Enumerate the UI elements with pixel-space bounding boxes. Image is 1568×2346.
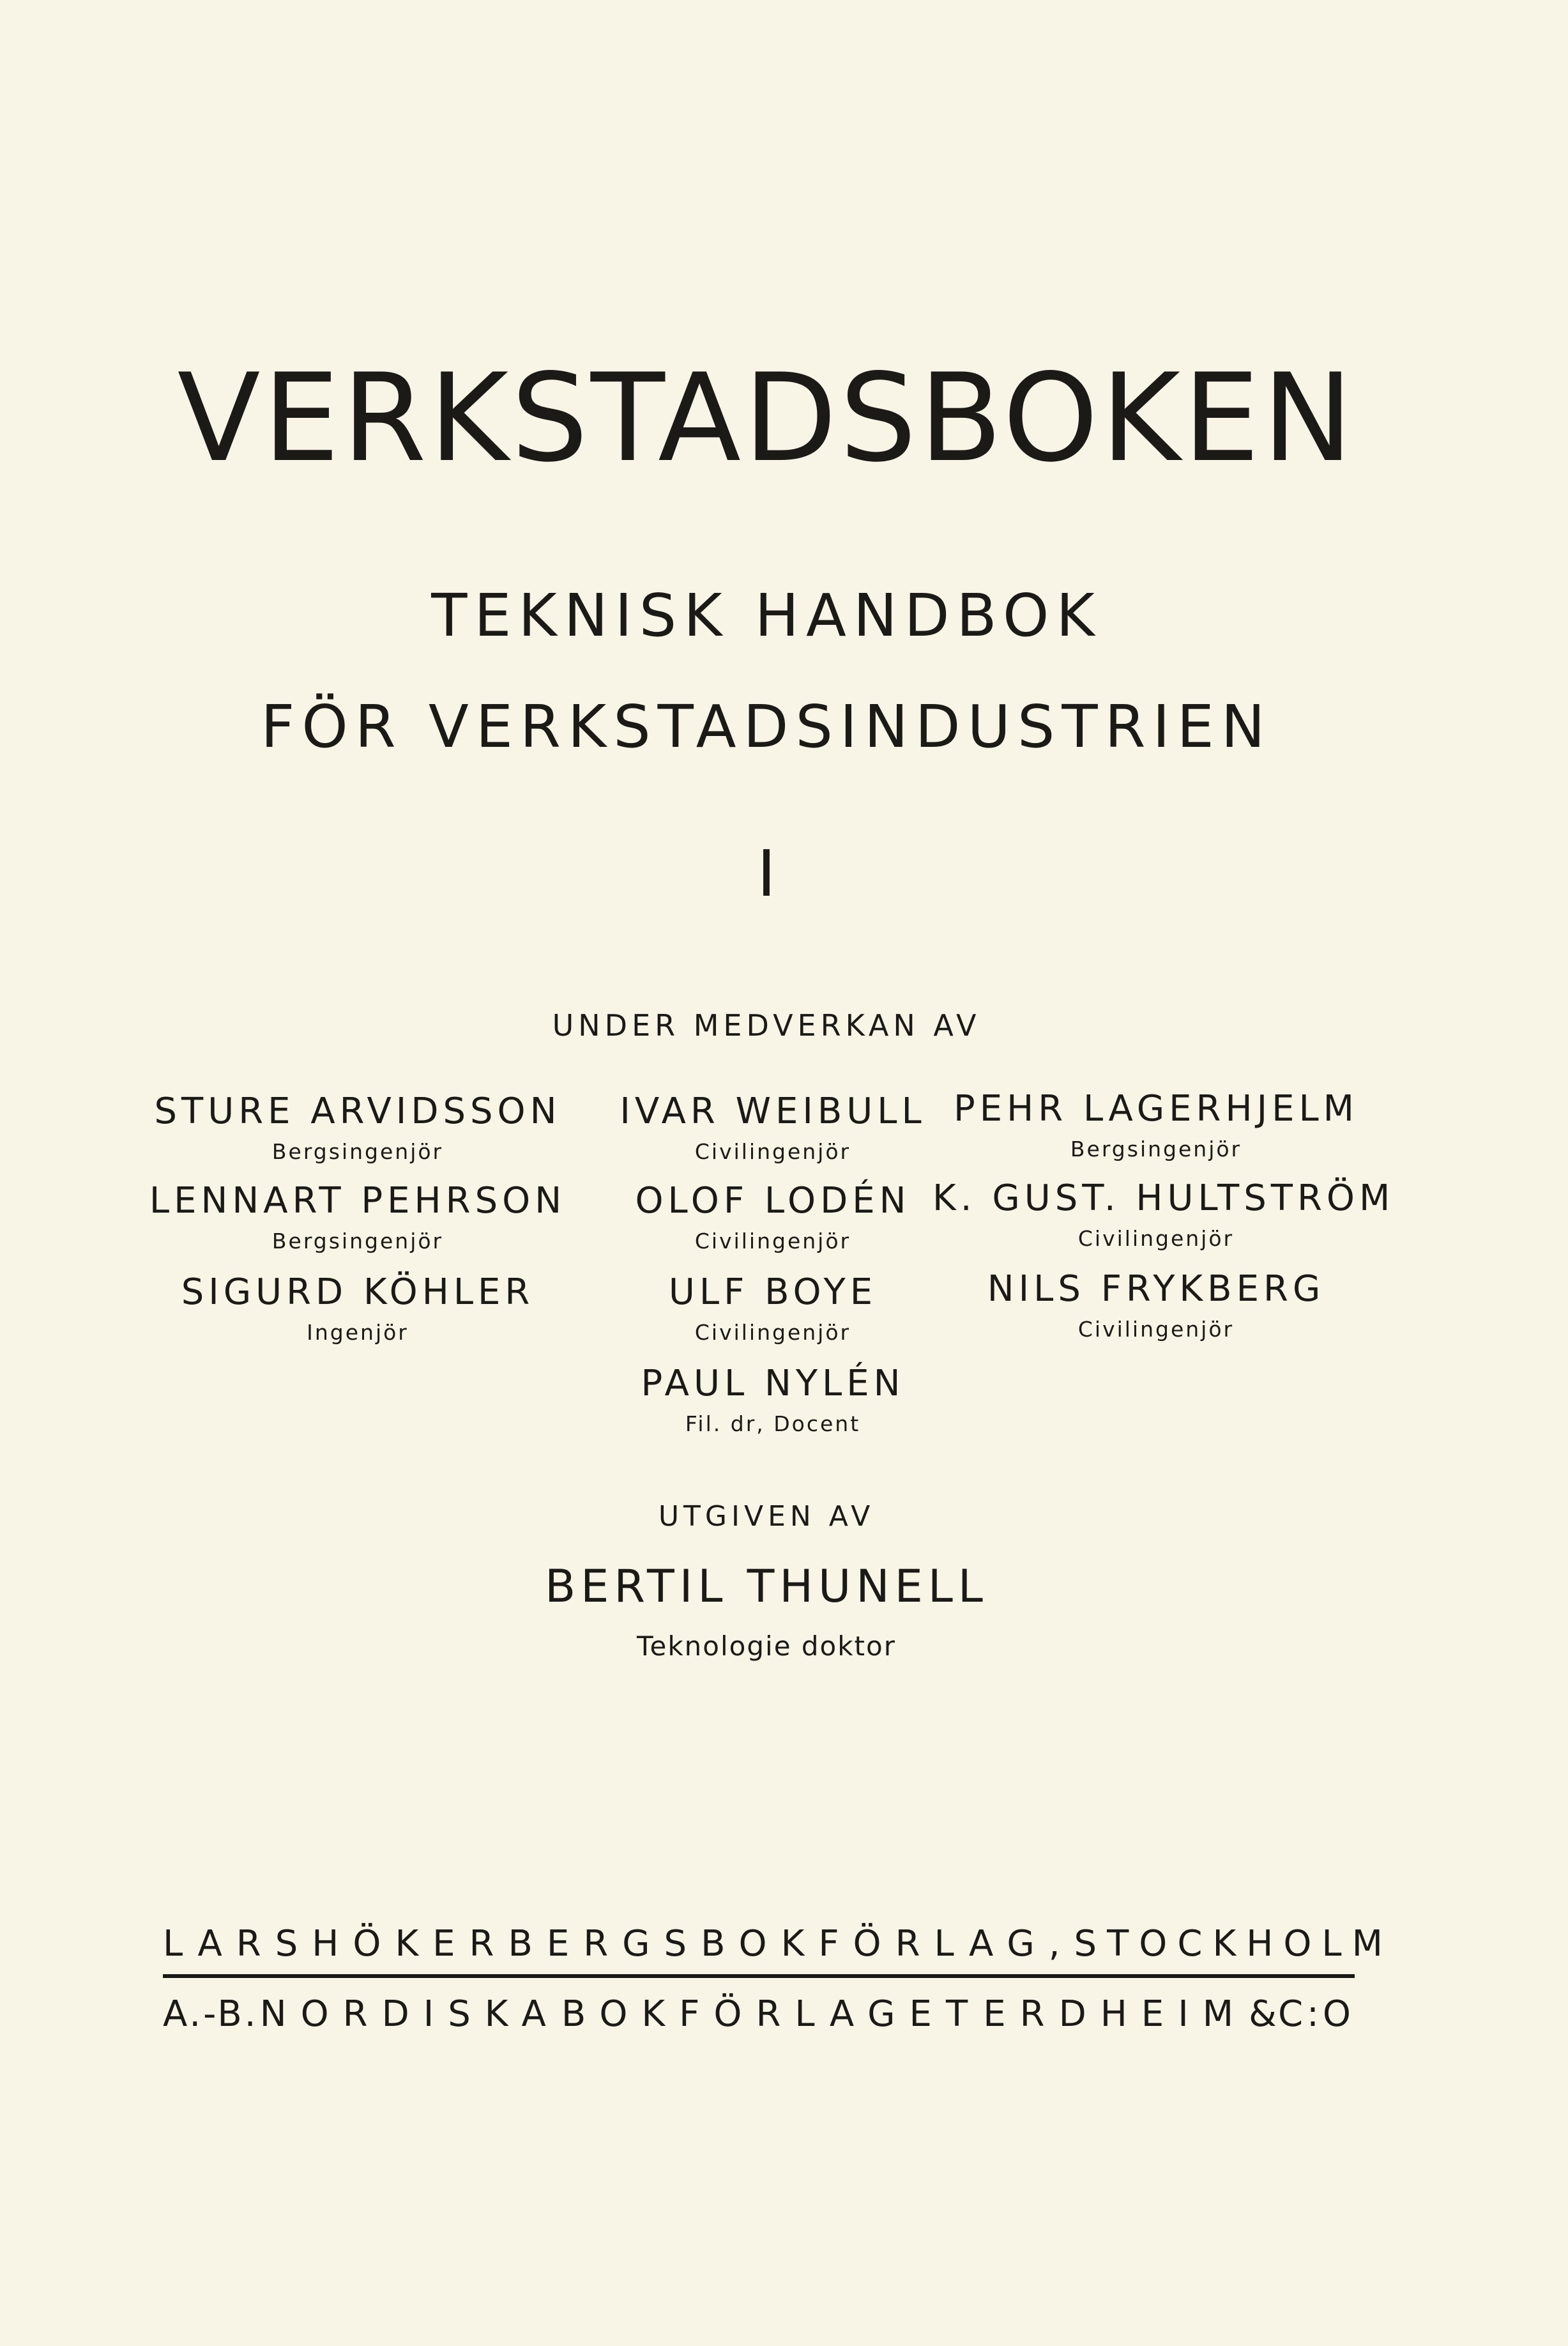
publisher-word: A.-B. [163,1993,259,2035]
contributor-name: OLOF LODÉN [635,1180,911,1222]
contributor [549,1363,996,1436]
contributor-role: Bergsingenjör [271,1139,444,1164]
contributor-name: PEHR LAGERHJELM [954,1088,1359,1130]
divider-rule [163,1974,1355,1978]
contributor-role: Bergsingenjör [1070,1137,1242,1162]
contributor-name: K. GUST. HULTSTRÖM [932,1177,1395,1219]
contributor-name: ULF BOYE [668,1271,878,1313]
contributor-role: Civilingenjör [1077,1226,1235,1251]
contributor-role: Civilingenjör [694,1139,851,1164]
volume-number: I [757,836,776,911]
contributor [549,1180,996,1254]
contributor [549,1271,996,1345]
publisher-line-2 [163,1993,1355,2035]
publisher-word: HÖKERBERGS [312,1923,701,1965]
editor-role: Teknologie doktor [637,1630,896,1662]
contributor-name: PAUL NYLÉN [641,1363,905,1404]
contributor-role: Civilingenjör [694,1320,851,1345]
collaboration-label: UNDER MEDVERKAN AV [552,1008,981,1043]
contributor-name: NILS FRYKBERG [987,1268,1325,1310]
editor-name: BERTIL THUNELL [545,1560,988,1613]
contributor [134,1091,581,1164]
contributor-role: Ingenjör [307,1320,409,1345]
publisher-word: NORDISKA [259,1993,560,2035]
contributor [134,1271,581,1345]
contributor [134,1180,581,1254]
subtitle-line-1: TEKNISK HANDBOK [431,581,1102,650]
contributor [932,1177,1395,1251]
contributor-role: Civilingenjör [1077,1317,1235,1342]
contributor-role: Civilingenjör [694,1229,851,1254]
contributor [549,1091,996,1164]
contributor-name: STURE ARVIDSSON [154,1091,561,1132]
contributor-name: SIGURD KÖHLER [181,1271,535,1313]
publisher-word: ERDHEIM [983,1993,1248,2035]
subtitle-line-2: FÖR VERKSTADSINDUSTRIEN [261,693,1272,761]
publisher-line-1 [163,1923,1393,1965]
contributor [932,1268,1380,1342]
contributor-role: Bergsingenjör [271,1229,444,1254]
contributor-name: LENNART PEHRSON [149,1180,567,1222]
contributor-name: IVAR WEIBULL [620,1091,926,1132]
contributor-role: Fil. dr, Docent [685,1411,861,1436]
publisher-word: STOCKHOLM [1074,1923,1393,1965]
editor-label: UTGIVEN AV [658,1500,875,1533]
contributor [932,1088,1380,1162]
publisher-word: LARS [163,1923,312,1965]
publisher-word: BOKFÖRLAG, [701,1923,1074,1965]
book-title: VERKSTADSBOKEN [177,348,1356,489]
publisher-word: BOKFÖRLAGET [561,1993,982,2035]
publisher-word: & [1249,1993,1277,2035]
publisher-word: C:O [1277,1993,1355,2035]
